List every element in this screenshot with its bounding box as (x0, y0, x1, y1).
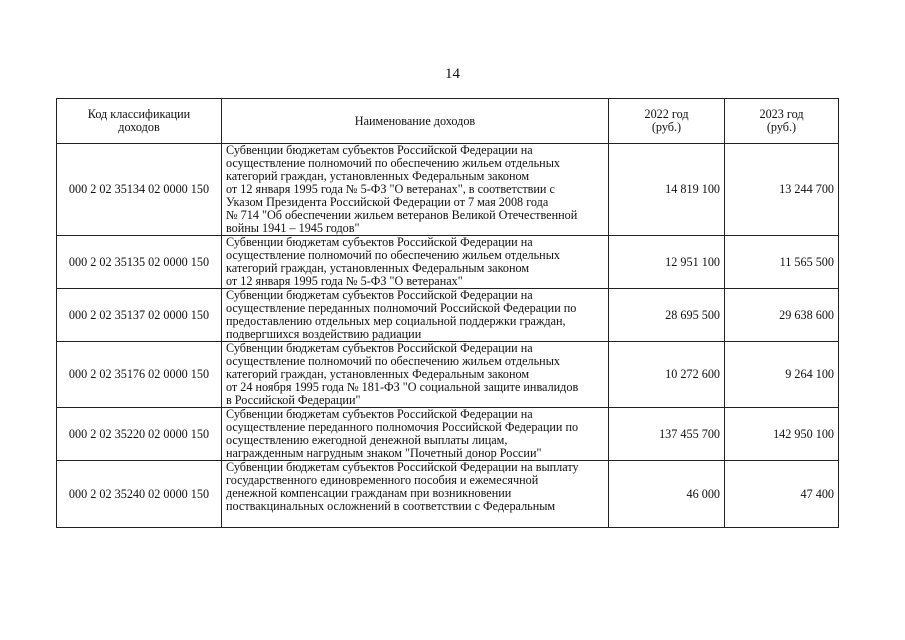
row-name-line: от 12 января 1995 года № 5-ФЗ "О ветеранах", в соответствии с (226, 182, 555, 196)
row-value-2023: 47 400 (725, 461, 839, 528)
row-name-line: от 24 ноября 1995 года № 181-ФЗ "О социальной защите инвалидов (226, 380, 579, 394)
row-name-line: подвергшихся воздействию радиации (226, 327, 422, 341)
row-name-line: категорий граждан, установленных Федеральным законом (226, 169, 530, 183)
row-name-line: награжденным нагрудным знаком "Почетный донор России" (226, 446, 542, 460)
row-name-line: Субвенции бюджетам субъектов Российской Федерации на (226, 407, 533, 421)
page-number: 14 (445, 66, 460, 82)
header-code-line-2: доходов (118, 120, 160, 134)
row-name-line: № 714 "Об обеспечении жильем ветеранов Великой Отечественной (226, 208, 578, 222)
row-name-line: осуществление переданного полномочия Российской Федерации по (226, 420, 579, 434)
row-name (222, 144, 609, 236)
header-name: Наименование доходов (222, 99, 609, 144)
row-name-line: Субвенции бюджетам субъектов Российской Федерации на (226, 288, 533, 302)
row-name-line: осуществление полномочий по обеспечению жильем отдельных (226, 248, 560, 262)
row-value-2023: 11 565 500 (725, 236, 839, 289)
row-name (222, 342, 609, 408)
row-name-clip (226, 461, 604, 527)
header-2023-line-1: 2023 год (759, 107, 804, 121)
table-row (57, 236, 839, 289)
row-name-line: предоставлению отдельных мер социальной поддержки граждан, (226, 314, 566, 328)
row-name-line: поствакцинальных осложнений в соответствии с Федеральным (226, 499, 556, 513)
table-row (57, 342, 839, 408)
row-name-line: Указом Президента Российской Федерации от 7 мая 2008 года (226, 195, 549, 209)
row-name-line: осуществление переданных полномочий Российской Федерации по (226, 301, 577, 315)
table-row (57, 289, 839, 342)
row-value-2022: 46 000 (609, 461, 725, 528)
row-name-line: Субвенции бюджетам субъектов Российской Федерации на (226, 341, 533, 355)
header-2023 (725, 99, 839, 144)
row-code: 000 2 02 35135 02 0000 150 (57, 236, 222, 289)
row-name-line: Субвенции бюджетам субъектов Российской Федерации на (226, 235, 533, 249)
row-name (222, 236, 609, 289)
income-table (56, 98, 839, 528)
header-code (57, 99, 222, 144)
row-code: 000 2 02 35134 02 0000 150 (57, 144, 222, 236)
row-code: 000 2 02 35176 02 0000 150 (57, 342, 222, 408)
row-value-2023: 13 244 700 (725, 144, 839, 236)
row-value-2022: 137 455 700 (609, 408, 725, 461)
row-code: 000 2 02 35137 02 0000 150 (57, 289, 222, 342)
row-value-2022: 28 695 500 (609, 289, 725, 342)
table-row (57, 144, 839, 236)
header-2022 (609, 99, 725, 144)
row-name-line: от 12 января 1995 года № 5-ФЗ "О ветеранах" (226, 274, 463, 288)
row-value-2022: 10 272 600 (609, 342, 725, 408)
row-value-2023: 29 638 600 (725, 289, 839, 342)
row-value-2022: 14 819 100 (609, 144, 725, 236)
row-value-2023: 9 264 100 (725, 342, 839, 408)
row-name-line: Субвенции бюджетам субъектов Российской Федерации на выплату (226, 461, 579, 474)
row-code: 000 2 02 35220 02 0000 150 (57, 408, 222, 461)
row-value-2023: 142 950 100 (725, 408, 839, 461)
row-name-line: государственного единовременного пособия и ежемесячной (226, 473, 539, 487)
row-value-2022: 12 951 100 (609, 236, 725, 289)
row-name (222, 408, 609, 461)
row-name-line: войны 1941 – 1945 годов" (226, 221, 360, 235)
table-row (57, 408, 839, 461)
header-code-line-1: Код классификации (87, 107, 191, 121)
row-code: 000 2 02 35240 02 0000 150 (57, 461, 222, 528)
row-name-line: категорий граждан, установленных Федеральным законом (226, 261, 530, 275)
row-name (222, 461, 609, 528)
row-name-line: в Российской Федерации" (226, 393, 361, 407)
row-name-line: осуществлению ежегодной денежной выплаты лицам, (226, 433, 508, 447)
row-name (222, 289, 609, 342)
table-header-row (57, 99, 839, 144)
row-name-line: осуществление полномочий по обеспечению жильем отдельных (226, 354, 560, 368)
row-name-line: осуществление полномочий по обеспечению жильем отдельных (226, 156, 560, 170)
header-2022-line-2: (руб.) (651, 120, 682, 134)
row-name-line: денежной компенсации гражданам при возникновении (226, 486, 512, 500)
row-name-line: категорий граждан, установленных Федеральным законом (226, 367, 530, 381)
header-2023-line-2: (руб.) (766, 120, 797, 134)
table-row (57, 461, 839, 528)
header-2022-line-1: 2022 год (644, 107, 689, 121)
row-name-line: Субвенции бюджетам субъектов Российской Федерации на (226, 143, 533, 157)
